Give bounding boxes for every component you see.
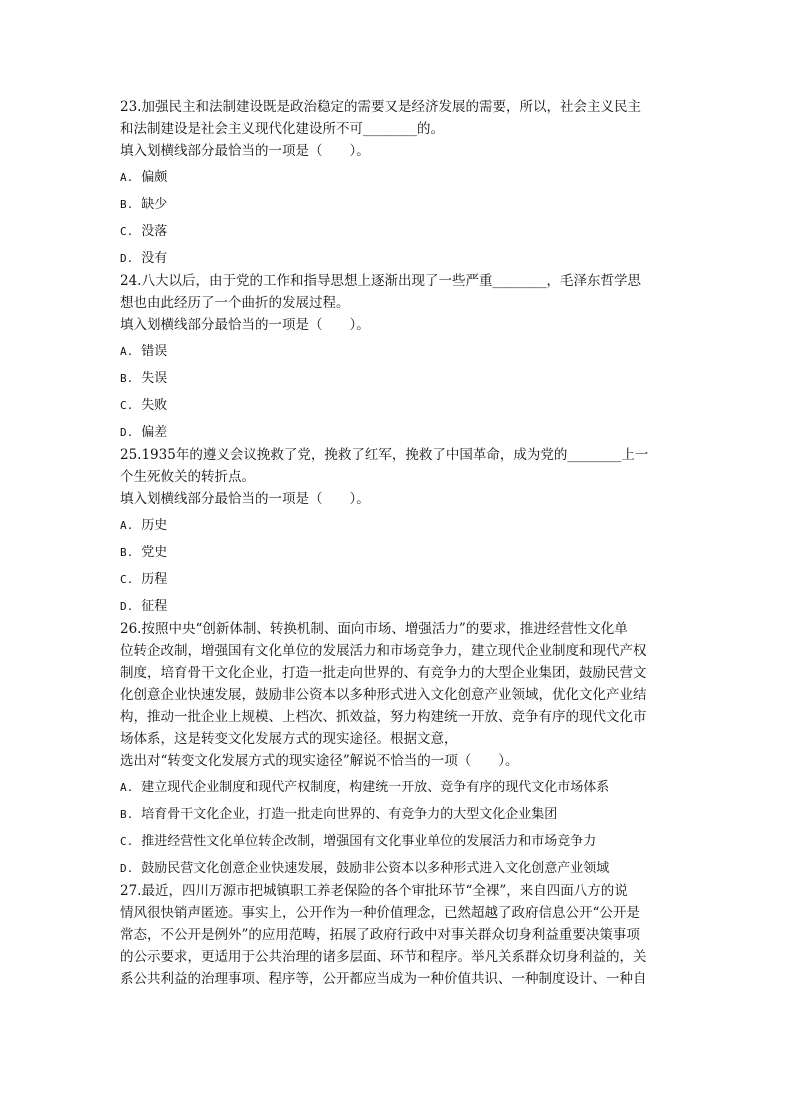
option-text: 推进经营性文化单位转企改制，增强国有文化事业单位的发展活力和市场竞争力 bbox=[141, 834, 597, 849]
question-stem-line: 24.八大以后，由于党的工作和指导思想上逐渐出现了一些严重________，毛泽东哲学思 bbox=[120, 273, 641, 289]
option-letter: C. bbox=[120, 225, 134, 238]
option-letter: A. bbox=[120, 519, 134, 532]
option-text: 征程 bbox=[141, 599, 168, 614]
option-d bbox=[120, 596, 675, 618]
option-c bbox=[120, 831, 675, 853]
option-letter: B. bbox=[120, 546, 134, 559]
option-text: 培育骨干文化企业，打造一批走向世界的、有竞争力的大型文化企业集团 bbox=[141, 807, 558, 822]
question-stem-line: 场体系，这是转变文化发展方式的现实途径。根据文意， bbox=[120, 731, 458, 747]
question-stem-line: 27.最近，四川万源市把城镇职工养老保险的各个审批环节“全裸”，来自四面八方的说 bbox=[120, 883, 628, 899]
option-d bbox=[120, 858, 675, 880]
option-a bbox=[120, 515, 675, 537]
option-letter: C. bbox=[120, 835, 134, 848]
question-stem-line: 常态，不公开是例外”的应用范畴，拓展了政府行政中对事关群众切身利益重要决策事项 bbox=[120, 927, 640, 943]
question-stem-line: 位转企改制，增强国有文化单位的发展活力和市场竞争力，建立现代企业制度和现代产权 bbox=[120, 643, 647, 659]
question-stem-line: 个生死攸关的转折点。 bbox=[120, 469, 255, 485]
option-letter: C. bbox=[120, 573, 134, 586]
option-text: 建立现代企业制度和现代产权制度，构建统一开放、竞争有序的现代文化市场体系 bbox=[141, 780, 610, 795]
question-prompt: 填入划横线部分最恰当的一项是（ ）。 bbox=[120, 491, 370, 507]
option-text: 错误 bbox=[141, 344, 168, 359]
question-list bbox=[120, 96, 675, 990]
option-letter: A. bbox=[120, 781, 134, 794]
question-26 bbox=[120, 618, 675, 880]
option-letter: A. bbox=[120, 345, 134, 358]
option-b bbox=[120, 542, 675, 564]
option-text: 历史 bbox=[141, 518, 168, 533]
option-text: 党史 bbox=[141, 545, 168, 560]
option-text: 偏颇 bbox=[141, 170, 168, 185]
question-stem-line: 构，推动一批企业上规模、上档次、抓效益，努力构建统一开放、竞争有序的现代文化市 bbox=[120, 709, 647, 725]
question-23 bbox=[120, 96, 675, 270]
question-stem-line: 想也由此经历了一个曲折的发展过程。 bbox=[120, 295, 350, 311]
option-text: 历程 bbox=[141, 572, 168, 587]
option-letter: B. bbox=[120, 808, 134, 821]
option-letter: B. bbox=[120, 372, 134, 385]
question-stem-line: 26.按照中央“创新体制、转换机制、面向市场、增强活力”的要求，推进经营性文化单 bbox=[120, 621, 628, 637]
option-b bbox=[120, 194, 675, 216]
option-d bbox=[120, 422, 675, 444]
option-a bbox=[120, 777, 675, 799]
option-letter: C. bbox=[120, 399, 134, 412]
option-letter: A. bbox=[120, 171, 134, 184]
option-c bbox=[120, 569, 675, 591]
option-letter: D. bbox=[120, 862, 134, 875]
question-prompt: 填入划横线部分最恰当的一项是（ ）。 bbox=[120, 317, 370, 333]
question-prompt: 填入划横线部分最恰当的一项是（ ）。 bbox=[120, 143, 370, 159]
option-text: 没落 bbox=[141, 224, 168, 239]
option-text: 鼓励民营文化创意企业快速发展，鼓励非公资本以多种形式进入文化创意产业领域 bbox=[141, 861, 610, 876]
option-letter: D. bbox=[120, 252, 134, 265]
question-stem-line: 化创意企业快速发展，鼓励非公资本以多种形式进入文化创意产业领域，优化文化产业结 bbox=[120, 687, 647, 703]
question-stem-line: 23.加强民主和法制建设既是政治稳定的需要又是经济发展的需要，所以，社会主义民主 bbox=[120, 99, 641, 115]
question-prompt: 选出对“转变文化发展方式的现实途径”解说不恰当的一项（ ）。 bbox=[120, 753, 519, 769]
option-text: 失败 bbox=[141, 398, 168, 413]
question-stem-line: 和法制建设是社会主义现代化建设所不可________的。 bbox=[120, 121, 444, 137]
option-a bbox=[120, 167, 675, 189]
option-c bbox=[120, 221, 675, 243]
question-stem-line: 情风很快销声匿迹。事实上，公开作为一种价值理念，已然超越了政府信息公开“公开是 bbox=[120, 905, 640, 921]
option-text: 缺少 bbox=[141, 197, 168, 212]
option-d bbox=[120, 248, 675, 270]
option-letter: B. bbox=[120, 198, 134, 211]
option-letter: D. bbox=[120, 426, 134, 439]
question-stem-line: 制度，培育骨干文化企业，打造一批走向世界的、有竞争力的大型企业集团，鼓励民营文 bbox=[120, 665, 647, 681]
option-letter: D. bbox=[120, 600, 134, 613]
question-24 bbox=[120, 270, 675, 444]
option-a bbox=[120, 341, 675, 363]
question-stem-line: 的公示要求，更适用于公共治理的诸多层面、环节和程序。举凡关系群众切身利益的，关 bbox=[120, 949, 647, 965]
question-stem-line: 系公共利益的治理事项、程序等，公开都应当成为一种价值共识、一种制度设计、一种自 bbox=[120, 971, 647, 987]
question-25 bbox=[120, 444, 675, 618]
question-27 bbox=[120, 880, 675, 990]
option-text: 偏差 bbox=[141, 425, 168, 440]
option-b bbox=[120, 804, 675, 826]
question-stem-line: 25.1935年的遵义会议挽救了党，挽救了红军，挽救了中国革命，成为党的________上一 bbox=[120, 447, 649, 463]
option-text: 没有 bbox=[141, 251, 168, 266]
option-b bbox=[120, 368, 675, 390]
option-text: 失误 bbox=[141, 371, 168, 386]
option-c bbox=[120, 395, 675, 417]
